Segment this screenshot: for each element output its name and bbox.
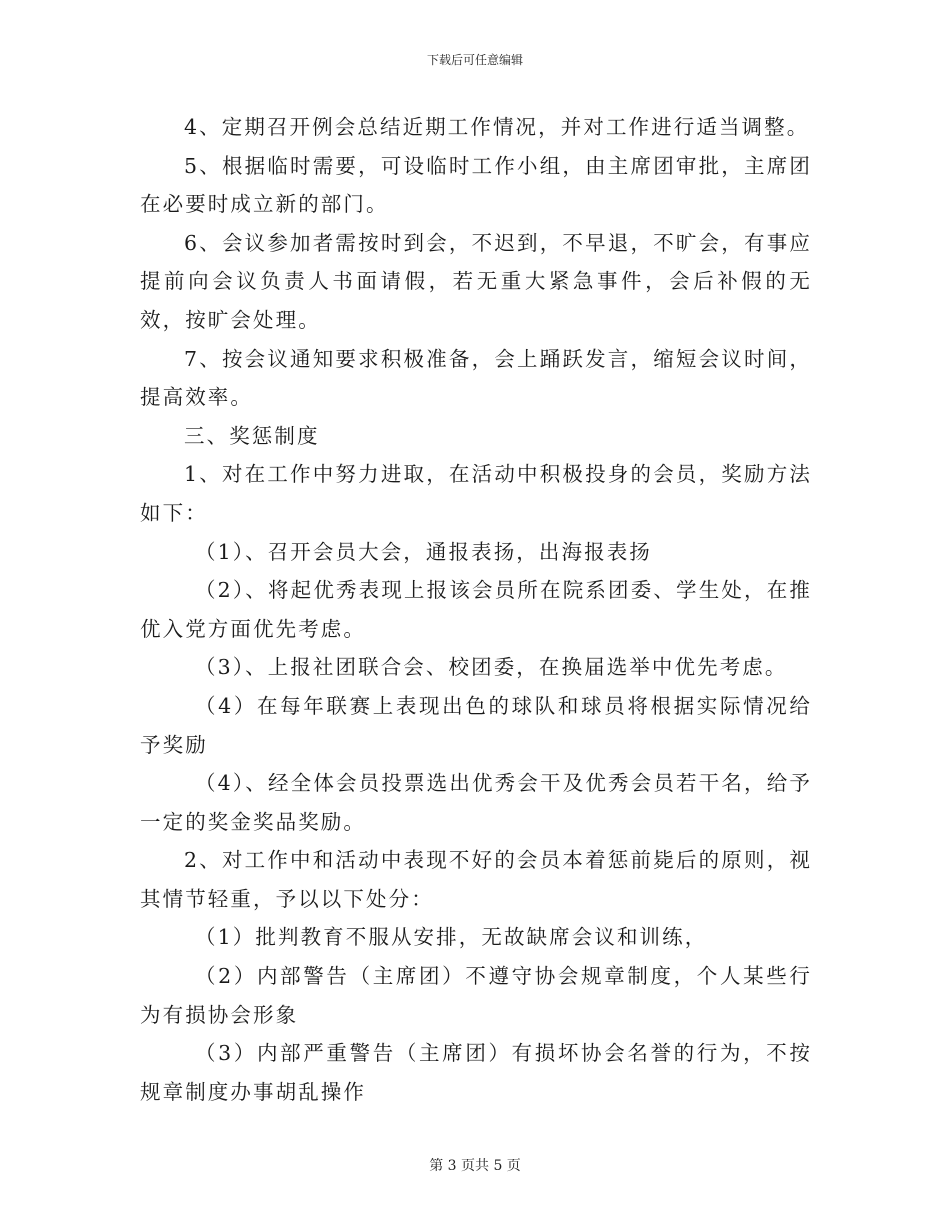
reward-item-1: （1）、召开会员大会，通报表扬，出海报表扬 [195, 539, 652, 564]
document-body [140, 108, 812, 1111]
paragraph-penalties-intro: 2、对工作中和活动中表现不好的会员本着惩前毙后的原则，视其情节轻重，予以以下处分： [140, 848, 812, 911]
reward-item-3: （3）、上报社团联合会、校团委，在换届选举中优先考虑。 [195, 655, 788, 680]
paragraph-rule-4: 4、定期召开例会总结近期工作情况，并对工作进行适当调整。 [184, 115, 810, 139]
paragraph-rule-6: 6、会议参加者需按时到会，不迟到，不早退，不旷会，有事应提前向会议负责人书面请假，若无重大紧急事件，会后补假的无效，按旷会处理。 [140, 230, 812, 332]
paragraph-rewards-intro: 1、对在工作中努力进取，在活动中积极投身的会员，奖励方法如下： [140, 462, 812, 525]
reward-item-4a: （4）在每年联赛上表现出色的球队和球员将根据实际情况给予奖励 [140, 693, 812, 757]
penalty-item-3: （3）内部严重警告（主席团）有损坏协会名誉的行为，不按规章制度办事胡乱操作 [140, 1041, 812, 1104]
reward-item-4b: （4）、经全体会员投票选出优秀会干及优秀会员若干名，给予一定的奖金奖品奖励。 [140, 771, 812, 834]
paragraph-rule-7: 7、按会议通知要求积极准备，会上踊跃发言，缩短会议时间，提高效率。 [140, 346, 812, 410]
reward-item-2: （2）、将起优秀表现上报该会员所在院系团委、学生处，在推优入党方面优先考虑。 [140, 578, 812, 641]
page-footer: 第 3 页共 5 页 [429, 1158, 521, 1174]
penalty-item-1: （1）批判教育不服从安排，无故缺席会议和训练， [195, 925, 708, 950]
section-heading-rewards-penalties: 三、奖惩制度 [184, 423, 320, 448]
page-header: 下载后可任意编辑 [426, 53, 523, 67]
paragraph-rule-5: 5、根据临时需要，可设临时工作小组，由主席团审批，主席团在必要时成立新的部门。 [140, 153, 812, 217]
penalty-item-2: （2）内部警告（主席团）不遵守协会规章制度，个人某些行为有损协会形象 [140, 964, 812, 1027]
